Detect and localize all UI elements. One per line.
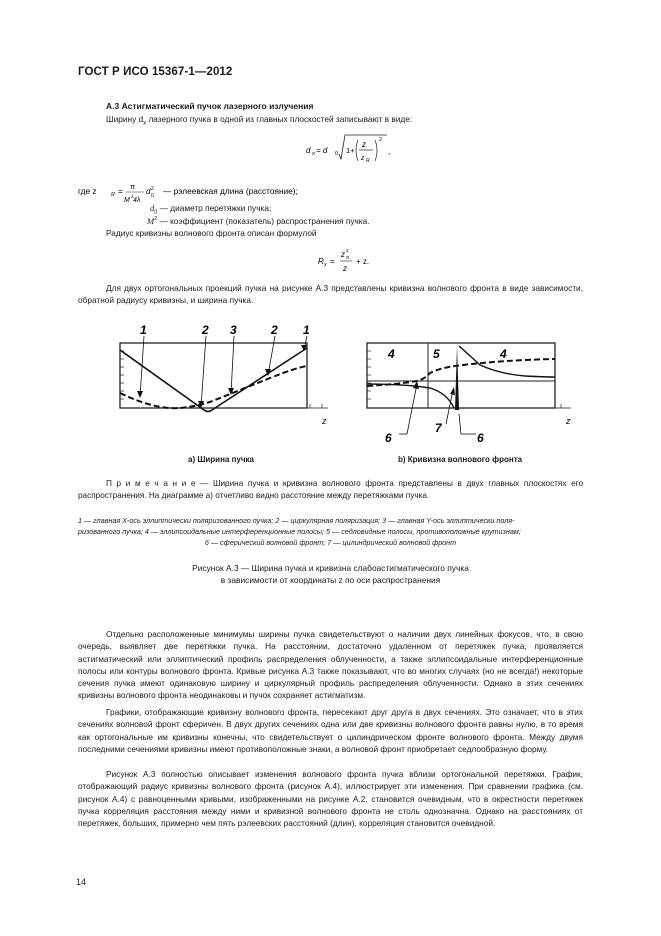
d0-definition: $d_0$ — диаметр перетяжки пучка;	[150, 203, 272, 216]
formula-rx	[316, 245, 386, 275]
axis-label-z: z	[566, 416, 571, 426]
curve-dashed	[367, 359, 555, 386]
axis-label-z: z	[322, 416, 327, 426]
svg-text:z: z	[362, 140, 366, 149]
svg-text:2: 2	[151, 186, 154, 192]
figure-intro-paragraph: Для двух ортогональных проекций пучка на рисунке А.3 представлены кривизна волнового фронта в виде зависимости, обратной радиусу кривизны, и ширина пучка.	[78, 283, 583, 306]
label-2-left: 2	[202, 323, 209, 337]
svg-text:R: R	[346, 255, 350, 260]
curve-solid-left	[367, 384, 454, 408]
figure-b-caption: b) Кривизна волнового фронта	[398, 455, 523, 464]
page-number: 14	[76, 877, 87, 887]
figure-note: П р и м е ч а н и е — Ширина пучка и кривизна волнового фронта представлены в двух главных плоскостях его распространения. На диаграмме а) отчетливо видно расстояние между перетяжками пучка.	[78, 479, 583, 500]
label-6-left: 6	[385, 431, 392, 445]
figure-title-line-1: Рисунок А.3 — Ширина пучка и кривизна слабоастигматического пучка	[192, 563, 469, 573]
svg-text:z: z	[341, 250, 345, 259]
document-header: ГОСТ Р ИСО 15367-1—2012	[78, 66, 233, 78]
label-1-right: 1	[303, 323, 310, 337]
body-paragraph-1: Отдельно расположенные минимумы ширины пучка свидетельствуют о наличии двух линейных фокусов, что, в свою очередь, выявляет две перетяжки пучка. На расстоянии, достаточно удаленном от перетяжек пучка, проявляется астигматический или эллиптический профиль распределения облученности, а также эллипсоидальные интерференционные полосы или контуры волнового фронта. Кривые рисунка А.3 также показывают, что во многих случаях (но не всегда!) некоторые сечения пучка имеют одинаковую ширину и циркулярный профиль распределения облученности. Однако в этих сечениях кривизны волнового фронта неодинаковы и пучок сохраняет астигматизм.	[78, 629, 583, 701]
formula-dx-graphic	[300, 132, 400, 174]
svg-text:x: x	[312, 151, 315, 157]
svg-text:4λ: 4λ	[133, 197, 141, 204]
legend-line-2: ризованного пучка; 4 — эллипсоидальные интерференционные полосы; 5 — седловидные полосы, противоположные крутизнам;	[78, 527, 521, 536]
label-3: 3	[230, 323, 237, 337]
label-4-right: 4	[500, 347, 507, 361]
svg-text:— рэлеевская длина (расстояние: — рэлеевская длина (расстояние);	[163, 186, 298, 196]
svg-text:,: ,	[388, 147, 391, 156]
svg-text:0: 0	[151, 193, 154, 199]
svg-text:2: 2	[131, 194, 134, 199]
svg-text:d: d	[146, 187, 151, 196]
svg-text:z: z	[343, 264, 347, 273]
svg-text:M: M	[124, 197, 130, 204]
svg-text:=: =	[118, 186, 123, 196]
curve-spike	[455, 346, 459, 410]
section-title: А.3 Астигматический пучок лазерного излучения	[106, 101, 314, 111]
svg-text:R: R	[366, 158, 370, 164]
figure-title-line-2: в зависимости от координаты z по оси распространения	[220, 575, 441, 585]
formula-dx	[300, 132, 400, 174]
svg-text:2: 2	[346, 248, 349, 253]
curve-x-axis	[120, 348, 307, 412]
intro-line: Ширину $d_x$ лазерного пучка в одной из главных плоскостей записывают в виде:	[106, 114, 413, 127]
svg-text:R: R	[111, 192, 115, 198]
label-4-left: 4	[388, 347, 395, 361]
svg-text:1+: 1+	[346, 146, 355, 155]
label-1-left: 1	[140, 323, 147, 337]
figure-b-wavefront-curvature	[355, 318, 580, 448]
radius-intro: Радиус кривизны волнового фронта описан формулой	[106, 228, 317, 238]
figure-title	[78, 562, 583, 586]
legend-line-1: 1 — главная X-ось эллиптически поляризованного пучка; 2 — циркулярная поляризация; 3 — главная Y-ось эллиптически поля-	[78, 516, 515, 525]
formula-rx-graphic	[316, 245, 386, 275]
figure-legend	[78, 515, 583, 548]
label-5: 5	[433, 347, 440, 361]
svg-text:где z: где z	[78, 186, 97, 196]
label-6-right: 6	[477, 431, 484, 445]
figure-a-beam-width	[100, 318, 340, 428]
svg-text:0: 0	[335, 151, 339, 157]
svg-text:2: 2	[379, 137, 383, 143]
svg-text:d: d	[306, 146, 311, 155]
label-7: 7	[435, 421, 442, 435]
svg-text:=: =	[330, 257, 335, 266]
svg-text:π: π	[130, 182, 136, 191]
svg-text:= d: = d	[316, 146, 328, 155]
curve-y-axis	[120, 366, 307, 408]
svg-text:+ z.: + z.	[356, 257, 370, 266]
body-paragraph-3: Рисунок А.3 полностью описывает изменения волнового фронта пучка вблизи ортогональной перетяжки. График, отображающий радиус кривизны волнового фронта (рисунок А.4), иллюстрирует эти изменения. При сравнении графика (см. рисунок А.4) с равноценными кривыми, изображенными на рисунке А.2, становится очевидным, что в окрестности перетяжек пучка корреляция расстояния между ними и кривизной волнового фронта не столь однозначна. Однако на расстояниях от перетяжек, больших, примерно чем пять рэлеевских расстояний (длин), корреляция становится очевидной.	[78, 769, 583, 829]
svg-text:x: x	[324, 262, 327, 268]
label-2-right: 2	[271, 323, 278, 337]
svg-text:R: R	[318, 257, 324, 266]
m2-definition: $M^2$ — коэффициент (показатель) распространения пучка.	[147, 215, 370, 226]
legend-line-3: 6 — сферический волновой фронт; 7 — цилиндрический волновой фронт	[204, 538, 457, 547]
figure-a-caption: а) Ширина пучка	[188, 455, 254, 464]
body-paragraph-2: Графики, отображающие кривизну волнового фронта, пересекают друг друга в двух сечениях. Это означает, что в этих сечениях волновой фронт сферичен. В двух других сечениях одна или две кривизны волнового фронта равны нулю, в то время как ортогональные им кривизны конечны, что свидетельствует о цилиндрическом фронте волнового фронта. Между двумя последними сечениями кривизны имеют противоположные знаки, а волновой фронт приобретает седлообразную форму.	[78, 707, 583, 754]
svg-text:z: z	[361, 155, 365, 162]
